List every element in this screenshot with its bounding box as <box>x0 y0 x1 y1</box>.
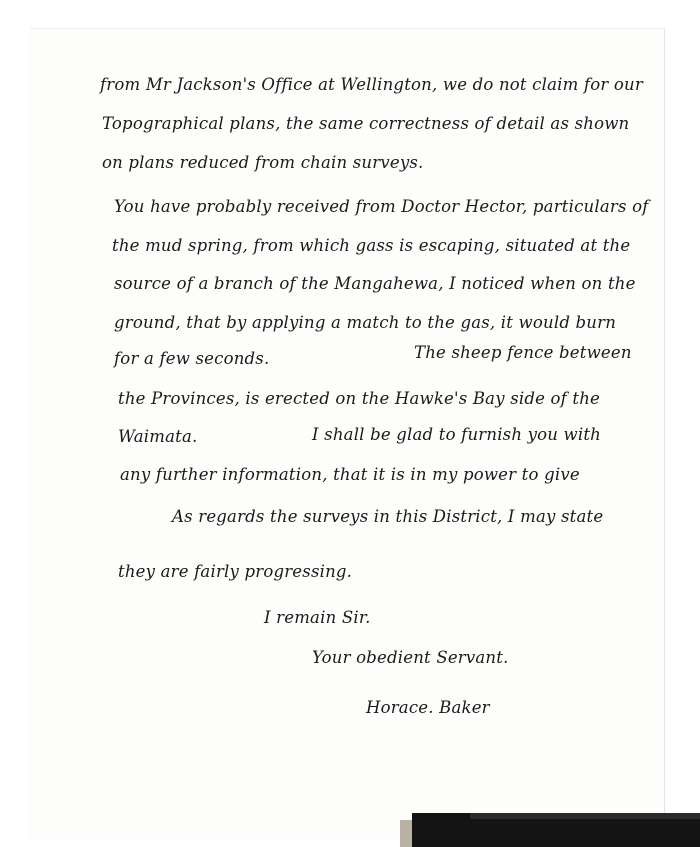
scan-edge-tab <box>470 813 700 819</box>
letter-line-13: any further information, that it is in my power to give <box>120 465 580 484</box>
letter-line-3: on plans reduced from chain surveys. <box>102 153 424 172</box>
signature: Horace. Baker <box>366 698 490 717</box>
closing-line: I remain Sir. <box>264 608 371 627</box>
letter-line-12: I shall be glad to furnish you with <box>312 425 602 444</box>
letter-line-1: from Mr Jackson's Office at Wellington, we do not claim for our <box>100 75 643 94</box>
letter-line-14: As regards the surveys in this District, I may state <box>172 507 604 526</box>
letter-sheet <box>30 28 665 839</box>
letter-line-4: You have probably received from Doctor Hector, particulars of <box>114 197 649 216</box>
letter-line-2: Topographical plans, the same correctness of detail as shown <box>102 114 630 133</box>
letter-line-5: the mud spring, from which gass is escaping, situated at the <box>112 236 631 255</box>
valediction-line: Your obedient Servant. <box>312 648 509 667</box>
letter-line-7: ground, that by applying a match to the gas, it would burn <box>114 313 617 332</box>
letter-line-11: Waimata. <box>118 427 198 446</box>
letter-line-10: the Provinces, is erected on the Hawke's Bay side of the <box>118 389 601 408</box>
letter-line-15: they are fairly progressing. <box>118 562 353 581</box>
letter-line-9: The sheep fence between <box>414 343 632 362</box>
letter-line-8: for a few seconds. <box>114 349 270 368</box>
letter-line-6: source of a branch of the Mangahewa, I noticed when on the <box>114 274 636 293</box>
